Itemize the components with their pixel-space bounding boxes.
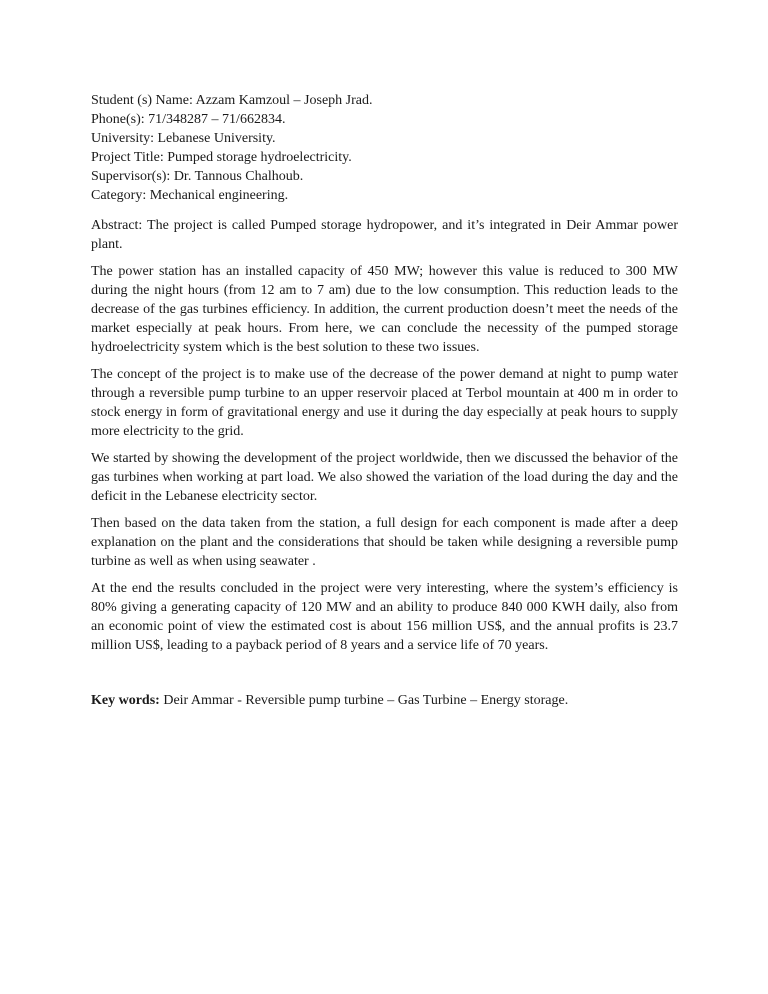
keywords-label: Key words: <box>91 693 160 708</box>
design-paragraph: Then based on the data taken from the station, a full design for each component is made after a deep explanation on the plant and the considerations that should be taken while designing a reversible pump turbine as well as when using seawater . <box>91 516 678 569</box>
abstract-paragraph: Abstract: The project is called Pumped storage hydropower, and it’s integrated in Deir Ammar power plant. <box>91 218 678 252</box>
keywords <box>91 691 678 710</box>
supervisor-line: Supervisor(s): Dr. Tannous Chalhoub. <box>91 169 304 184</box>
keywords-value: Deir Ammar - Reversible pump turbine – Gas Turbine – Energy storage. <box>159 693 569 708</box>
project-info <box>91 91 678 205</box>
project-title-line: Project Title: Pumped storage hydroelectricity. <box>91 150 352 165</box>
development-paragraph: We started by showing the development of the project worldwide, then we discussed the behavior of the gas turbines when working at part load. We also showed the variation of the load during the day and the deficit in the Lebanese electricity sector. <box>91 451 678 504</box>
results-paragraph: At the end the results concluded in the project were very interesting, where the system’s efficiency is 80% giving a generating capacity of 120 MW and an ability to produce 840 000 KWH daily, also from an economic point of view the estimated cost is about 156 million US$, and the annual profits is 23.7 million US$, leading to a payback period of 8 years and a service life of 70 years. <box>91 581 678 653</box>
concept-paragraph: The concept of the project is to make use of the decrease of the power demand at night to pump water through a reversible pump turbine to an upper reservoir placed at Terbol mountain at 400 m in order to stock energy in form of gravitational energy and use it during the day especially at peak hours to supply more electricity to the grid. <box>91 367 678 439</box>
document-page <box>91 91 678 710</box>
power-station-paragraph: The power station has an installed capacity of 450 MW; however this value is reduced to 300 MW during the night hours (from 12 am to 7 am) due to the low consumption. This reduction leads to the decrease of the gas turbines efficiency. In addition, the current production doesn’t meet the needs of the market especially at peak hours. From here, we can conclude the necessity of the pumped storage hydroelectricity system which is the best solution to these two issues. <box>91 264 678 355</box>
student-name-line: Student (s) Name: Azzam Kamzoul – Joseph Jrad. <box>91 93 373 108</box>
category-line: Category: Mechanical engineering. <box>91 188 289 203</box>
university-line: University: Lebanese University. <box>91 131 276 146</box>
phone-line: Phone(s): 71/348287 – 71/662834. <box>91 112 286 127</box>
